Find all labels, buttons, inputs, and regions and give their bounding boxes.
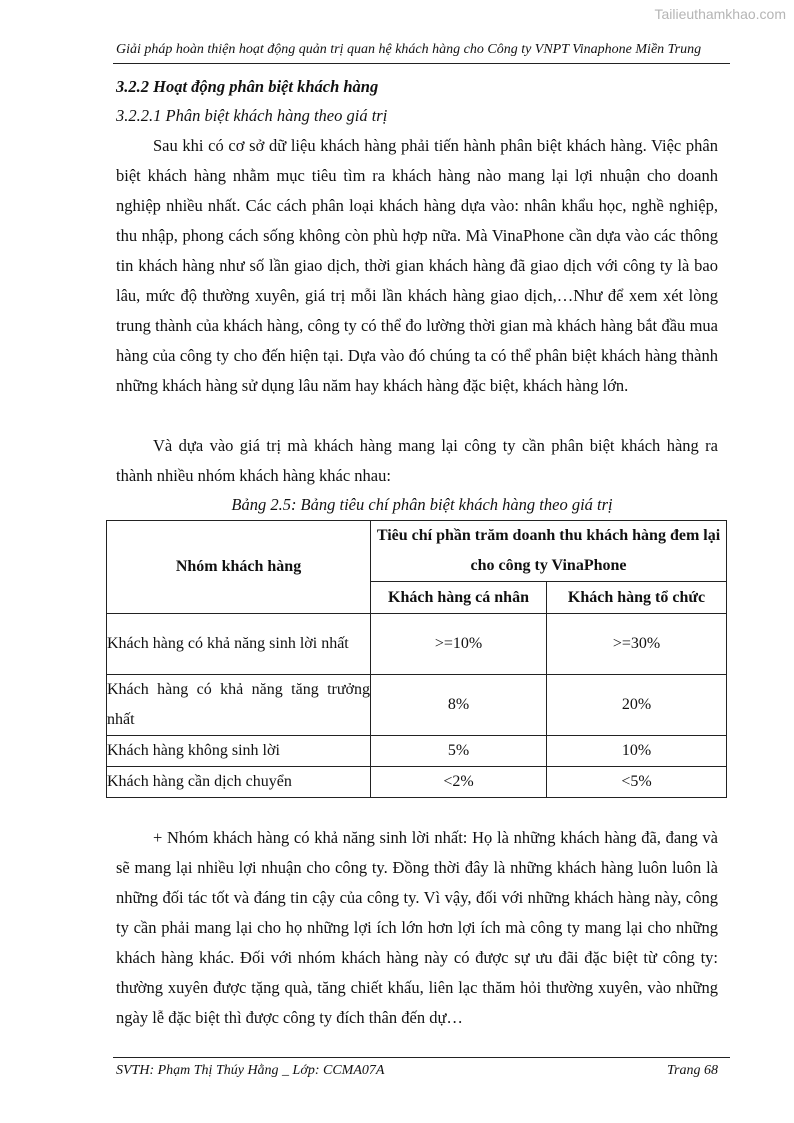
row-organization-value: 10% xyxy=(547,736,727,767)
row-group-label: Khách hàng có khả năng tăng trưởng nhất xyxy=(107,675,371,736)
paragraph-profitable-group: + Nhóm khách hàng có khả năng sinh lời nhất: Họ là những khách hàng đã, đang và sẽ mang lại nhiều lợi nhuận cho công ty. Đồng thời đây là những khách hàng luôn luôn là những đối tác tốt và đáng tin cậy của công ty. Vì vậy, đối với những khách hàng này, công ty cần phải mang lại cho họ những lợi ích lớn hơn lợi ích mà công ty mang lại cho những khách hàng khác. Đối với nhóm khách hàng này có được sự ưu đãi đặc biệt từ công ty: thường xuyên được tặng quà, tăng chiết khấu, liên lạc thăm hỏi thường xuyên, vào những ngày lễ đặc biệt thì được công ty đích thân đến dự… xyxy=(116,828,718,1027)
section-heading: 3.2.2 Hoạt động phân biệt khách hàng xyxy=(116,77,379,96)
subsection-heading: 3.2.2.1 Phân biệt khách hàng theo giá trị xyxy=(116,106,388,125)
footer-divider xyxy=(113,1057,730,1058)
table-row xyxy=(107,767,727,798)
row-individual-value: 8% xyxy=(371,675,547,736)
table-row xyxy=(107,675,727,736)
row-individual-value: >=10% xyxy=(371,614,547,675)
table-row xyxy=(107,614,727,675)
page-number: Trang 68 xyxy=(667,1063,718,1078)
row-group-label: Khách hàng có khả năng sinh lời nhất xyxy=(107,614,371,675)
row-individual-value: <2% xyxy=(371,767,547,798)
table-caption: Bảng 2.5: Bảng tiêu chí phân biệt khách hàng theo giá trị xyxy=(231,495,613,514)
row-group-label: Khách hàng không sinh lời xyxy=(107,736,371,767)
page-header: Giải pháp hoàn thiện hoạt động quản trị quan hệ khách hàng cho Công ty VNPT Vinaphone Miền Trung xyxy=(116,42,702,57)
header-divider xyxy=(113,63,730,64)
header-organization: Khách hàng tổ chức xyxy=(547,582,727,614)
row-individual-value: 5% xyxy=(371,736,547,767)
paragraph-table-lead: Và dựa vào giá trị mà khách hàng mang lại công ty cần phân biệt khách hàng ra thành nhiều nhóm khách hàng khác nhau: xyxy=(116,436,718,485)
watermark: Tailieuthamkhao.com xyxy=(654,6,786,22)
row-organization-value: 20% xyxy=(547,675,727,736)
criteria-table xyxy=(106,520,727,798)
row-group-label: Khách hàng cần dịch chuyển xyxy=(107,767,371,798)
paragraph-intro: Sau khi có cơ sở dữ liệu khách hàng phải tiến hành phân biệt khách hàng. Việc phân biệt khách hàng nhằm mục tiêu tìm ra khách hàng nào mang lại lợi nhuận cho doanh nghiệp nhiều nhất. Các cách phân loại khách hàng dựa vào: nhân khẩu học, nghề nghiệp, thu nhập, phong cách sống không còn phù hợp nữa. Mà VinaPhone cần dựa vào các thông tin khách hàng như số lần giao dịch, thời gian khách hàng đã giao dịch với công ty là bao lâu, mức độ thường xuyên, giá trị mỗi lần khách hàng giao dịch,…Như để xem xét lòng trung thành của khách hàng, công ty có thể đo lường thời gian mà khách hàng bắt đầu mua hàng của công ty cho đến hiện tại. Dựa vào đó chúng ta có thể phân biệt khách hàng thành những khách hàng sử dụng lâu năm hay khách hàng đặc biệt, khách hàng lớn. xyxy=(116,136,718,395)
table-row xyxy=(107,736,727,767)
header-individual: Khách hàng cá nhân xyxy=(371,582,547,614)
header-customer-group: Nhóm khách hàng xyxy=(107,521,371,614)
header-revenue-criteria: Tiêu chí phần trăm doanh thu khách hàng đem lại cho công ty VinaPhone xyxy=(371,521,727,582)
row-organization-value: >=30% xyxy=(547,614,727,675)
row-organization-value: <5% xyxy=(547,767,727,798)
footer-author: SVTH: Phạm Thị Thúy Hằng _ Lớp: CCMA07A xyxy=(116,1063,385,1078)
